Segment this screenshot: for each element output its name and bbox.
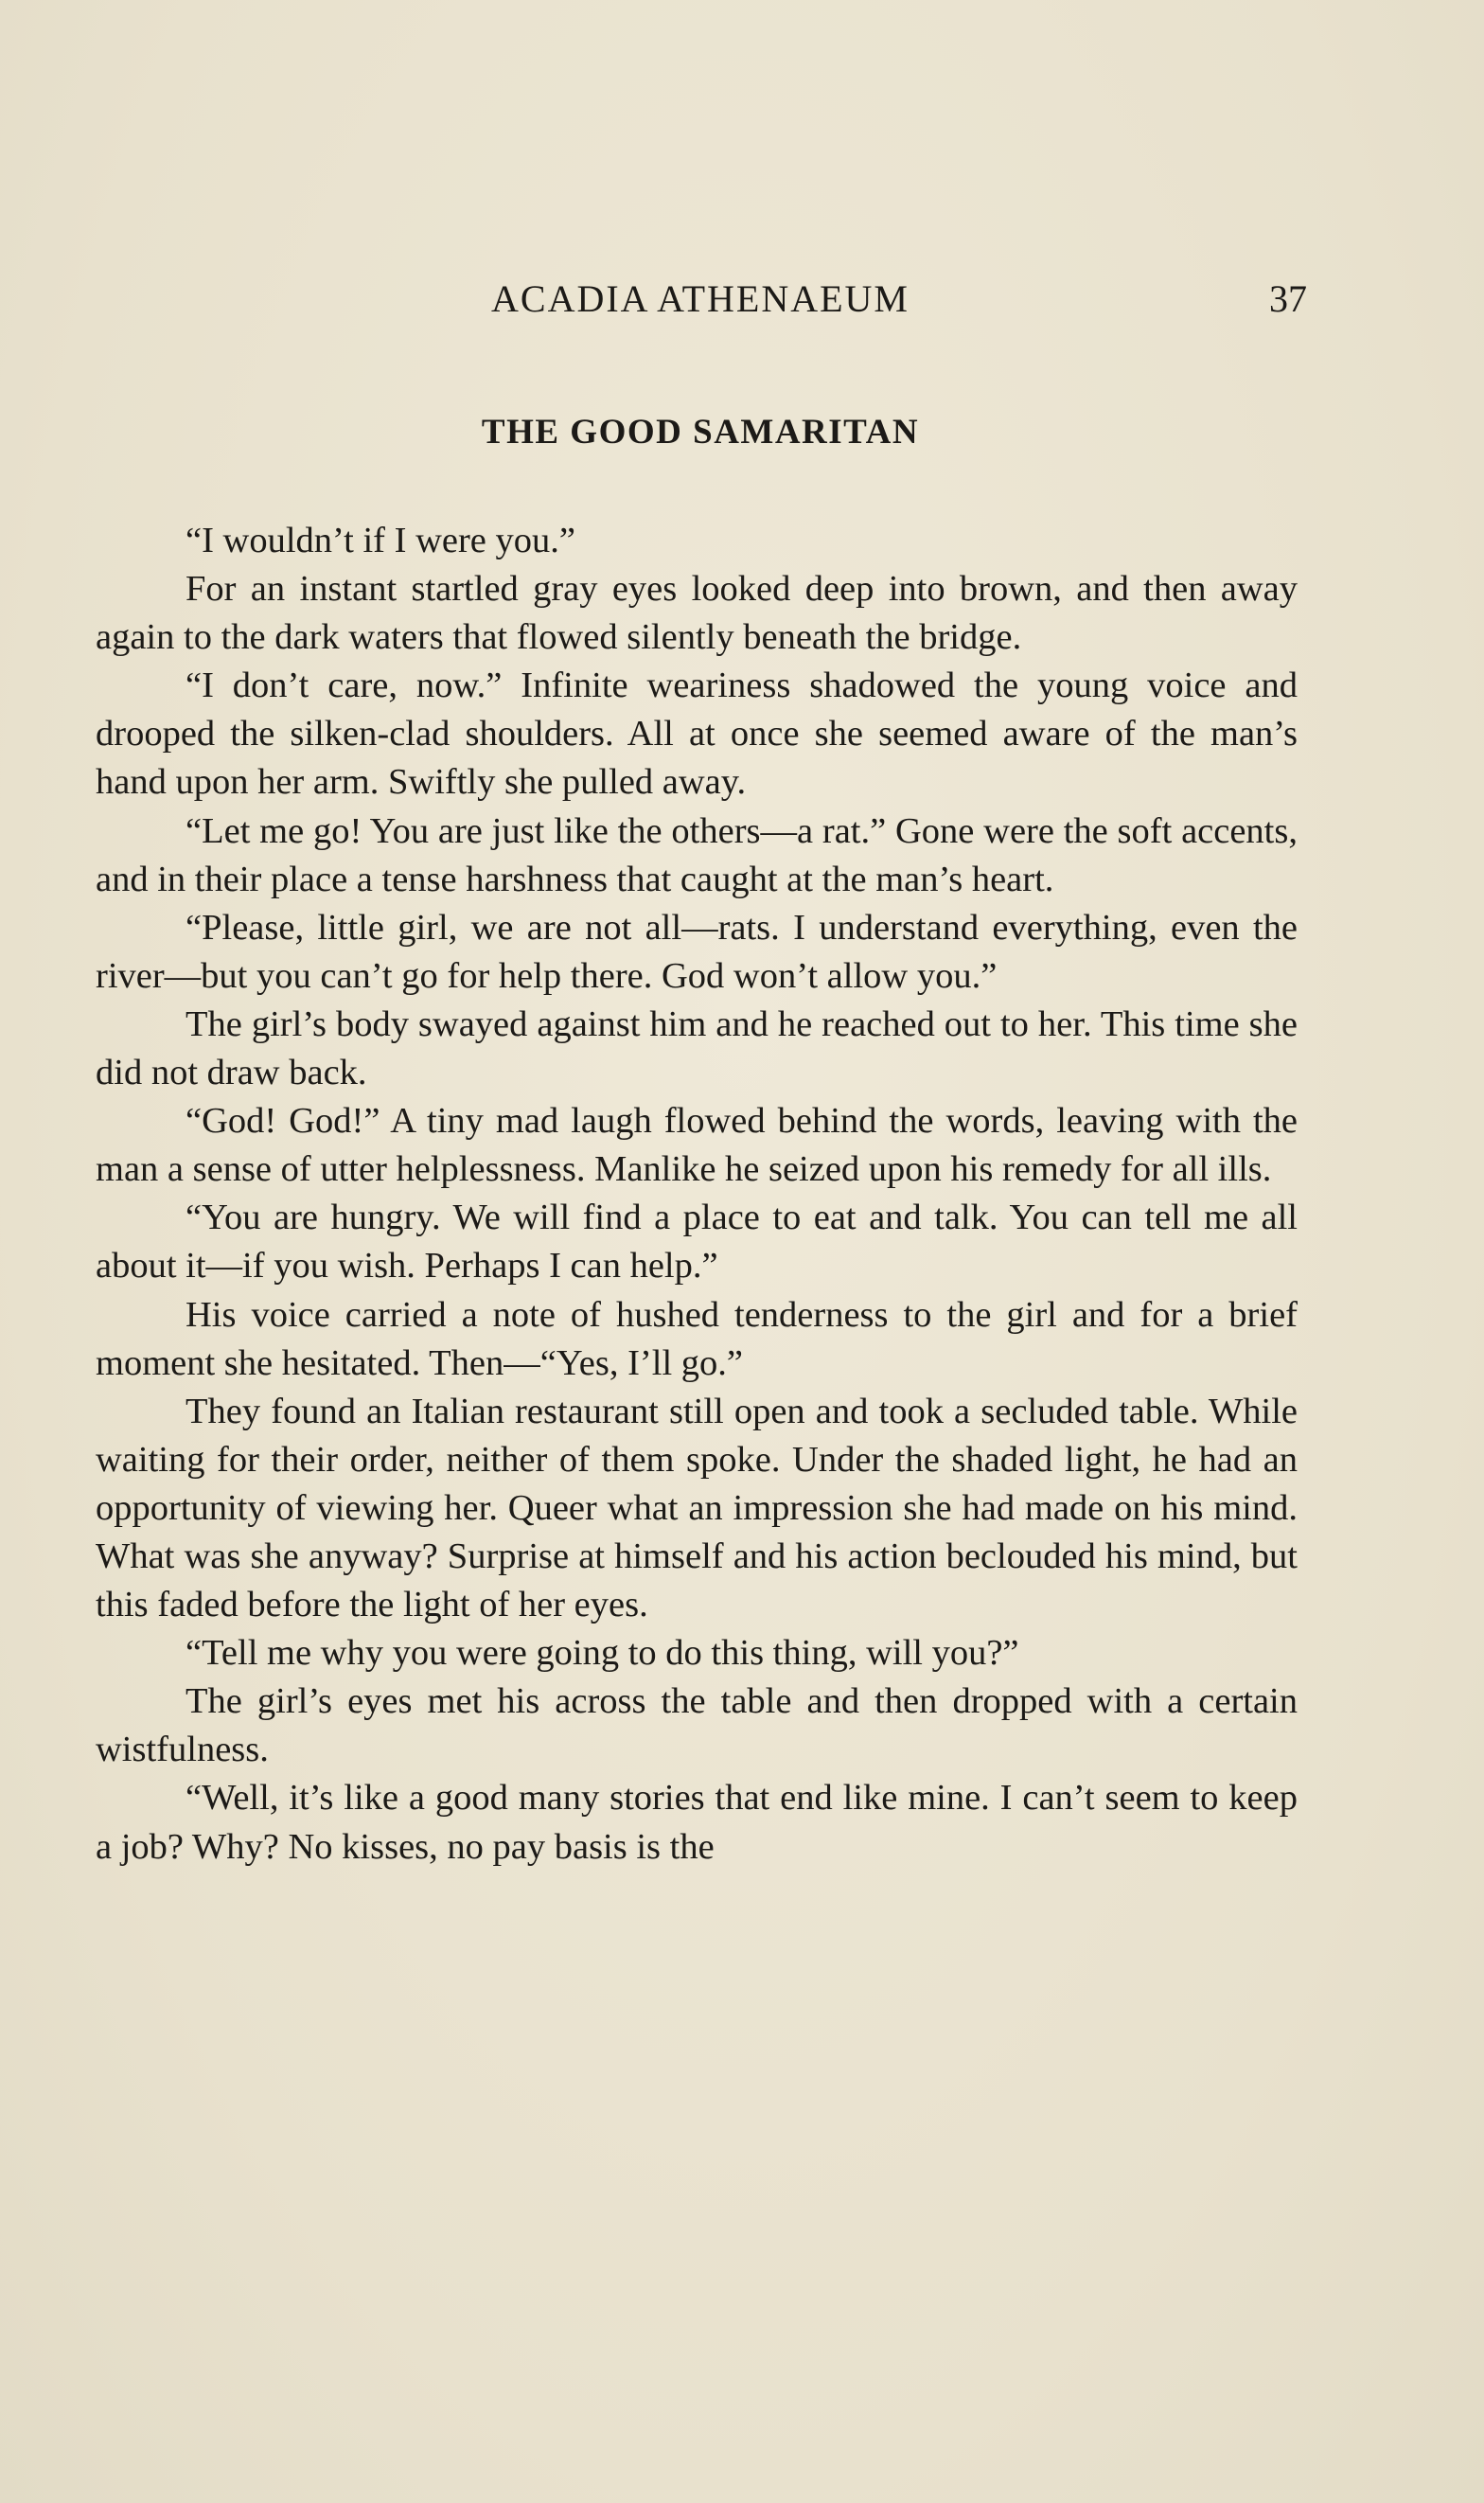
paragraph: “God! God!” A tiny mad laugh flowed behind the words, leaving with the man a sense of utter helplessness. Manlike he seized upon his remedy for all ills.: [96, 1101, 1298, 1190]
paragraph: “Well, it’s like a good many stories that end like mine. I can’t seem to keep a job? Why? No kisses, no pay basis is the: [96, 1778, 1298, 1867]
paragraph: “I don’t care, now.” Infinite weariness shadowed the young voice and drooped the silken-clad shoulders. All at once she seemed aware of the man’s hand upon her arm. Swiftly she pulled away.: [96, 666, 1298, 803]
article-title: THE GOOD SAMARITAN: [481, 413, 920, 452]
journal-title: ACADIA ATHENAEUM: [491, 277, 910, 320]
paragraph: The girl’s body swayed against him and he reached out to her. This time she did not draw back.: [96, 1003, 1298, 1093]
article-body: [96, 517, 1298, 1872]
paragraph: The girl’s eyes met his across the table and then dropped with a certain wistfulness.: [96, 1681, 1298, 1770]
page-number: 37: [1269, 277, 1307, 320]
paragraph: For an instant startled gray eyes looked deep into brown, and then away again to the dark waters that flowed silently beneath the bridge.: [96, 569, 1298, 658]
paragraph: “You are hungry. We will find a place to eat and talk. You can tell me all about it—if you wish. Perhaps I can help.”: [96, 1198, 1298, 1287]
paragraph: His voice carried a note of hushed tenderness to the girl and for a brief moment she hesitated. Then—“Yes, I’ll go.”: [96, 1294, 1298, 1383]
paragraph: “Let me go! You are just like the others—a rat.” Gone were the soft accents, and in their place a tense harshness that caught at the man’s heart.: [96, 810, 1298, 899]
paragraph: “Tell me why you were going to do this thing, will you?”: [186, 1633, 1019, 1674]
running-head: [95, 276, 1306, 329]
paragraph: “Please, little girl, we are not all—rats. I understand everything, even the river—but you can’t go for help there. God won’t allow you.”: [96, 907, 1298, 996]
paragraph: “I wouldn’t if I were you.”: [186, 521, 575, 560]
paragraph: They found an Italian restaurant still open and took a secluded table. While waiting for their order, neither of them spoke. Under the shaded light, he had an opportunity of viewing her. Queer what an impression she had made on his mind. What was she anyway? Surprise at himself and his action beclouded his mind, but this faded before the light of her eyes.: [96, 1391, 1298, 1625]
